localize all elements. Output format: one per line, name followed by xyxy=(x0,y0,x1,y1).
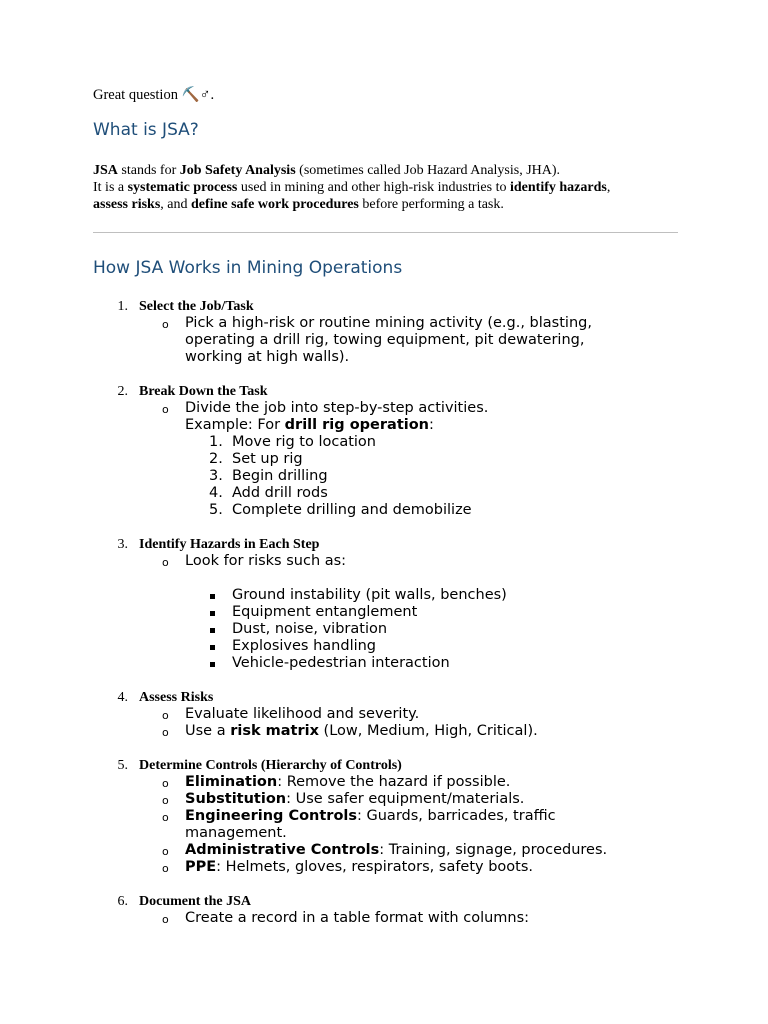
bold-text: Job Safety Analysis xyxy=(179,163,296,178)
step-sublist xyxy=(139,774,678,876)
bold-text: PPE xyxy=(185,859,217,875)
hazard-item xyxy=(139,655,678,672)
text: Look for risks such as: xyxy=(185,553,347,569)
para-line-1 xyxy=(93,162,678,179)
sub-list-item xyxy=(139,723,678,740)
sub-list-item xyxy=(139,706,678,723)
bold-text: Engineering Controls xyxy=(185,808,358,824)
circle-bullet-icon: o xyxy=(162,709,169,722)
step-sublist xyxy=(139,910,678,927)
step-title: Document the JSA xyxy=(139,894,251,909)
hazard-text: Ground instability (pit walls, benches) xyxy=(232,587,507,603)
sub-item-line xyxy=(185,859,678,876)
step-number: 4. xyxy=(117,690,128,705)
sub-list-item xyxy=(139,774,678,791)
substep-number: 3. xyxy=(209,468,223,484)
step-item xyxy=(93,298,678,366)
substep-text: Begin drilling xyxy=(232,468,328,484)
substep-item xyxy=(139,468,678,485)
sub-item-line xyxy=(185,910,678,927)
text: operating a drill rig, towing equipment, pit dewatering, xyxy=(185,332,585,348)
substep-item xyxy=(139,451,678,468)
sub-item-line xyxy=(185,332,678,349)
sub-list-item xyxy=(139,315,678,366)
bold-text: Elimination xyxy=(185,774,278,790)
text: It is a xyxy=(93,180,128,195)
text: Divide the job into step-by-step activities. xyxy=(185,400,489,416)
square-bullet-icon xyxy=(210,611,215,616)
bold-text: Substitution xyxy=(185,791,287,807)
bold-text: Administrative Controls xyxy=(185,842,380,858)
substep-number: 5. xyxy=(209,502,223,518)
substep-item xyxy=(139,485,678,502)
substep-text: Move rig to location xyxy=(232,434,376,450)
circle-bullet-icon: o xyxy=(162,777,169,790)
bold-text: JSA xyxy=(93,163,118,178)
sub-item-line xyxy=(185,706,678,723)
text: Use a xyxy=(185,723,231,739)
step-item xyxy=(93,383,678,519)
sub-item-line xyxy=(185,825,678,842)
circle-bullet-icon: o xyxy=(162,556,169,569)
square-bullet-icon xyxy=(210,594,215,599)
steps-list xyxy=(93,298,678,927)
hazard-text: Equipment entanglement xyxy=(232,604,418,620)
bold-text: systematic process xyxy=(127,180,238,195)
text: : Helmets, gloves, respirators, safety boots. xyxy=(216,859,534,875)
text: Create a record in a table format with columns: xyxy=(185,910,530,926)
sub-list-item xyxy=(139,910,678,927)
sub-list-item xyxy=(139,400,678,434)
text: before performing a task. xyxy=(358,197,504,212)
text: working at high walls). xyxy=(185,349,350,365)
text: : Training, signage, procedures. xyxy=(379,842,608,858)
hazard-text: Explosives handling xyxy=(232,638,377,654)
circle-bullet-icon: o xyxy=(162,913,169,926)
circle-bullet-icon: o xyxy=(162,318,169,331)
step-number: 1. xyxy=(117,299,128,314)
sub-list-item xyxy=(139,842,678,859)
text: : xyxy=(429,417,434,433)
text: management. xyxy=(185,825,287,841)
text: , and xyxy=(160,197,192,212)
step-item xyxy=(93,757,678,876)
step-sublist xyxy=(139,706,678,740)
substep-number: 4. xyxy=(209,485,223,501)
text: Pick a high-risk or routine mining activity (e.g., blasting, xyxy=(185,315,592,331)
square-bullet-icon xyxy=(210,628,215,633)
step-sublist xyxy=(139,315,678,366)
bold-text: define safe work procedures xyxy=(191,197,359,212)
text: (Low, Medium, High, Critical). xyxy=(318,723,538,739)
step-number: 6. xyxy=(117,894,128,909)
square-bullet-icon xyxy=(210,645,215,650)
sub-item-line xyxy=(185,400,678,417)
step-item xyxy=(93,689,678,740)
text: used in mining and other high-risk industries to xyxy=(237,180,510,195)
sub-item-line xyxy=(185,791,678,808)
step-item xyxy=(93,893,678,927)
sub-item-line xyxy=(185,315,678,332)
hazard-item xyxy=(139,587,678,604)
text: stands for xyxy=(117,163,180,178)
bold-text: drill rig operation xyxy=(284,417,430,433)
sub-list-item xyxy=(139,808,678,842)
step-number: 3. xyxy=(117,537,128,552)
para-line-2 xyxy=(93,179,678,196)
step-title: Identify Hazards in Each Step xyxy=(139,537,320,552)
sub-item-line xyxy=(185,553,678,570)
circle-bullet-icon: o xyxy=(162,726,169,739)
sub-item-line xyxy=(185,417,678,434)
circle-bullet-icon: o xyxy=(162,845,169,858)
square-bullet-icon xyxy=(210,662,215,667)
step-number: 5. xyxy=(117,758,128,773)
bold-text: identify hazards xyxy=(509,180,607,195)
heading-what-is-jsa: What is JSA? xyxy=(93,120,199,140)
step-title: Determine Controls (Hierarchy of Controls) xyxy=(139,758,402,773)
substep-number: 1. xyxy=(209,434,223,450)
hazard-bullets xyxy=(139,587,678,672)
substep-number: 2. xyxy=(209,451,223,467)
text: , xyxy=(606,180,611,195)
step-sublist xyxy=(139,553,678,672)
step-number: 2. xyxy=(117,384,128,399)
text: : Remove the hazard if possible. xyxy=(277,774,511,790)
sub-item-line xyxy=(185,723,678,740)
hazard-text: Vehicle-pedestrian interaction xyxy=(232,655,450,671)
spacer xyxy=(139,570,678,587)
circle-bullet-icon: o xyxy=(162,794,169,807)
hazard-item xyxy=(139,621,678,638)
hazard-item xyxy=(139,638,678,655)
text: Example: For xyxy=(185,417,285,433)
sub-item-line xyxy=(185,842,678,859)
substep-text: Add drill rods xyxy=(232,485,328,501)
step-title: Select the Job/Task xyxy=(139,299,254,314)
text: Evaluate likelihood and severity. xyxy=(185,706,420,722)
circle-bullet-icon: o xyxy=(162,403,169,416)
numbered-substeps xyxy=(139,434,678,519)
step-item xyxy=(93,536,678,672)
substep-text: Set up rig xyxy=(232,451,303,467)
hazard-text: Dust, noise, vibration xyxy=(232,621,388,637)
step-title: Break Down the Task xyxy=(139,384,268,399)
heading-how-jsa-works: How JSA Works in Mining Operations xyxy=(93,258,403,278)
substep-item xyxy=(139,502,678,519)
sub-list-item xyxy=(139,859,678,876)
text: (sometimes called Job Hazard Analysis, JHA). xyxy=(295,163,561,178)
substep-item xyxy=(139,434,678,451)
intro-text: Great question ⛏️♂. xyxy=(93,87,215,103)
sub-item-line xyxy=(185,774,678,791)
sub-list-item xyxy=(139,791,678,808)
text: : Use safer equipment/materials. xyxy=(286,791,525,807)
step-sublist xyxy=(139,400,678,519)
sub-item-line xyxy=(185,349,678,366)
bold-text: risk matrix xyxy=(230,723,319,739)
sub-list-item xyxy=(139,553,678,570)
section-divider xyxy=(93,232,678,233)
jsa-definition-paragraph xyxy=(93,162,678,213)
text: : Guards, barricades, traffic xyxy=(357,808,556,824)
substep-text: Complete drilling and demobilize xyxy=(232,502,472,518)
bold-text: assess risks xyxy=(93,197,161,212)
hazard-item xyxy=(139,604,678,621)
circle-bullet-icon: o xyxy=(162,862,169,875)
step-title: Assess Risks xyxy=(139,690,214,705)
sub-item-line xyxy=(185,808,678,825)
circle-bullet-icon: o xyxy=(162,811,169,824)
document-page xyxy=(93,86,678,944)
para-line-3 xyxy=(93,196,678,213)
